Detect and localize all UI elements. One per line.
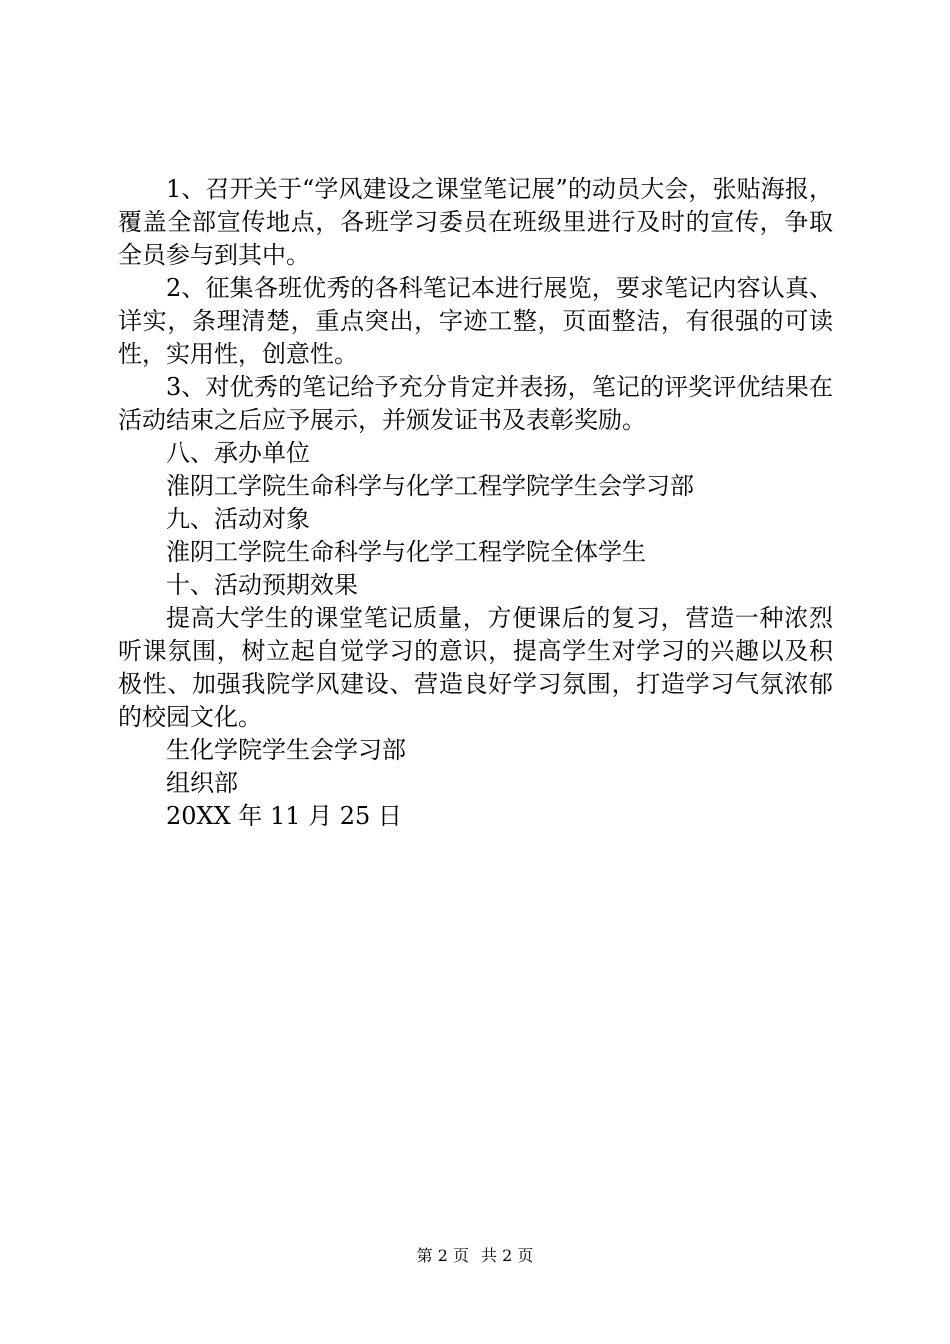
page-total: 共 2 页 — [481, 1246, 534, 1265]
paragraph-item-1: 1、召开关于“学风建设之课堂笔记展”的动员大会，张贴海报，覆盖全部宣传地点，各班学习委员在班级里进行及时的宣传，争取全员参与到其中。 — [118, 175, 833, 269]
paragraph-item-3: 3、对优秀的笔记给予充分肯定并表扬，笔记的评奖评优结果在活动结束之后应予展示，并颁发证书及表彰奖励。 — [118, 373, 833, 434]
organizer-name: 淮阴工学院生命科学与化学工程学院学生会学习部 — [166, 472, 694, 500]
section-heading-expected-results: 十、活动预期效果 — [166, 571, 358, 599]
paragraph-item-2: 2、征集各班优秀的各科笔记本进行展览，要求笔记内容认真、详实，条理清楚，重点突出，字迹工整，页面整洁，有很强的可读性，实用性，创意性。 — [118, 274, 833, 368]
section-heading-organizer: 八、承办单位 — [166, 439, 310, 467]
section-heading-audience: 九、活动对象 — [166, 505, 310, 533]
signature-date: 20XX 年 11 月 25 日 — [166, 802, 402, 830]
page-number: 第 2 页 — [416, 1246, 469, 1265]
audience-text: 淮阴工学院生命科学与化学工程学院全体学生 — [166, 538, 646, 566]
expected-results-text: 提高大学生的课堂笔记质量，方便课后的复习，营造一种浓烈听课氛围，树立起自觉学习的意识，提高学生对学习的兴趣以及积极性、加强我院学风建设、营造良好学习氛围，打造学习气氛浓郁的校园文化。 — [118, 604, 833, 731]
signature-department: 生化学院学生会学习部 — [166, 736, 406, 764]
document-body — [118, 173, 833, 833]
signature-subdepartment: 组织部 — [166, 769, 238, 797]
page-footer — [0, 1246, 950, 1266]
